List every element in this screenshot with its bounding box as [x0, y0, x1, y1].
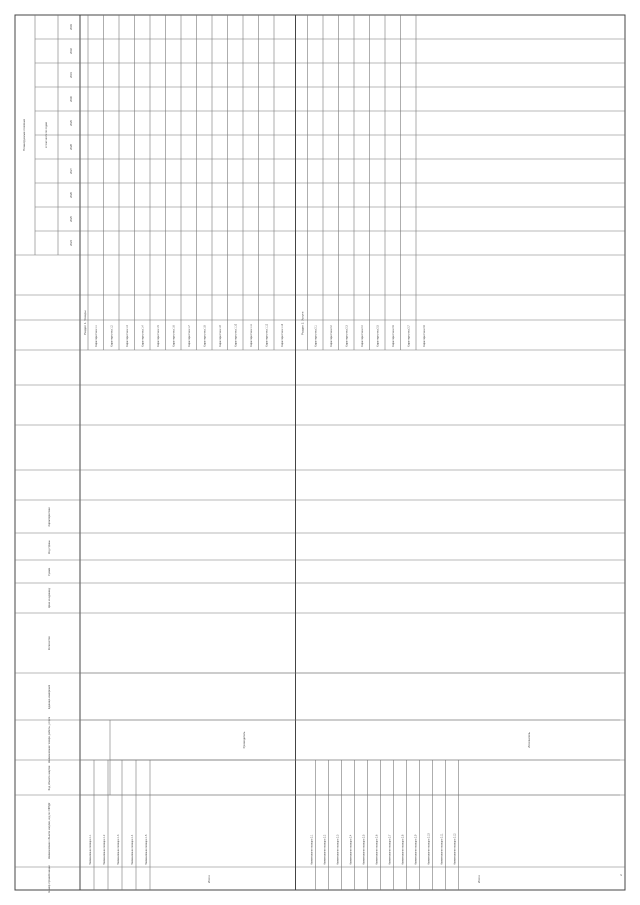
left-row-top: Наименование позиции 1.2: [103, 834, 106, 865]
page-number: 2: [619, 874, 623, 876]
left-row-bottom: Наименование позиции 2.1: [310, 834, 314, 865]
table-border: [15, 15, 625, 890]
year-label: 2026: [70, 192, 73, 198]
char-row-bottom: Характеристика 2.4: [361, 325, 364, 347]
char-row-top: Характеристика 1.9: [219, 325, 222, 347]
char-row-top: Характеристика 1.6: [172, 325, 176, 347]
right-sub-header: в том числе по годам: [45, 122, 48, 148]
left-block-label-bottom: Итого: [477, 875, 481, 883]
year-label: 2024: [70, 240, 73, 246]
left-row-bottom: Наименование позиции 2.6: [375, 834, 379, 865]
header-col_9: Код страны: [48, 540, 51, 554]
header-col_7: Цена за единицу: [48, 587, 51, 609]
year-label: 2025: [70, 216, 73, 222]
year-label: 2028: [70, 144, 73, 150]
left-row-bottom: Наименование позиции 2.8: [401, 834, 405, 865]
sign-label-1: Руководитель: [243, 731, 246, 749]
char-row-top: Характеристика 1.5: [157, 325, 160, 347]
left-row-bottom: Наименование позиции 2.2: [323, 834, 327, 865]
left-row-top: Наименование позиции 1.4: [131, 834, 134, 865]
char-row-top: Характеристика 1.13: [281, 323, 284, 347]
year-label: 2031: [70, 72, 73, 78]
header-col_10: Характеристики: [48, 507, 51, 527]
char-row-top: Характеристика 1.7: [188, 325, 191, 347]
left-row-bottom: Наименование позиции 2.7: [388, 834, 392, 865]
year-label: 2030: [70, 96, 73, 102]
left-row-bottom: Наименование позиции 2.10: [427, 833, 431, 865]
char-row-bottom: Характеристика 2.1: [314, 325, 318, 347]
table-grid: [15, 15, 625, 890]
header-col_4: Наименование товара, работы, услуги: [48, 716, 51, 764]
year-label: 2027: [70, 168, 73, 174]
char-row-bottom: Характеристика 2.7: [407, 325, 411, 347]
char-row-top: Характеристика 1.4: [141, 325, 145, 347]
header-col_8: Сумма: [48, 567, 51, 577]
char-row-top: Характеристика 1.3: [126, 325, 129, 347]
char-row-top: Характеристика 1.10: [234, 323, 238, 347]
char-row-bottom: Характеристика 2.3: [345, 325, 349, 347]
left-row-bottom: Наименование позиции 2.12: [453, 833, 457, 865]
section-top-label: Раздел 1. Товары: [83, 310, 87, 335]
year-label: 2032: [70, 48, 73, 54]
char-row-bottom: Характеристика 2.6: [392, 325, 395, 347]
char-row-bottom: Характеристика 2.2: [330, 325, 333, 347]
table-text: [22, 24, 623, 893]
char-row-bottom: Характеристика 2.5: [376, 325, 380, 347]
section-bottom-label: Раздел 2. Услуги: [300, 311, 305, 335]
left-row-bottom: Наименование позиции 2.9: [414, 834, 418, 865]
header-col_6: Количество: [48, 636, 51, 650]
right-group-header: Планируемые платежи: [22, 118, 26, 152]
left-row-top: Наименование позиции 1.1: [89, 834, 92, 865]
char-row-top: Характеристика 1.11: [250, 324, 253, 347]
header-col_5: Единица измерения: [48, 684, 51, 710]
form-table: [10, 10, 630, 895]
left-block-label-top: Итого: [207, 875, 211, 883]
left-row-bottom: Наименование позиции 2.5: [362, 834, 366, 865]
char-row-top: Характеристика 1.8: [203, 325, 207, 347]
left-row-top: Наименование позиции 1.5: [145, 834, 148, 865]
char-row-bottom: Характеристика 2.8: [423, 325, 426, 347]
char-row-top: Характеристика 1.1: [95, 325, 98, 347]
left-row-bottom: Наименование позиции 2.3: [336, 834, 340, 865]
year-label: 2033: [70, 24, 73, 30]
header-col_2: Наименование объекта закупки, код по ОКПД2: [48, 802, 51, 860]
char-row-top: Характеристика 1.2: [110, 325, 114, 347]
sign-label-2: Исполнитель: [528, 732, 531, 748]
rotated-form: [10, 10, 630, 895]
left-row-top: Наименование позиции 1.3: [117, 834, 120, 865]
header-col_3: Код объекта закупки: [48, 765, 51, 791]
year-label: 2029: [70, 120, 73, 126]
left-row-bottom: Наименование позиции 2.4: [349, 834, 353, 865]
char-row-top: Характеристика 1.12: [265, 323, 269, 347]
left-row-bottom: Наименование позиции 2.11: [440, 833, 444, 865]
header-col_1: Номер строки/позиции: [48, 865, 51, 893]
